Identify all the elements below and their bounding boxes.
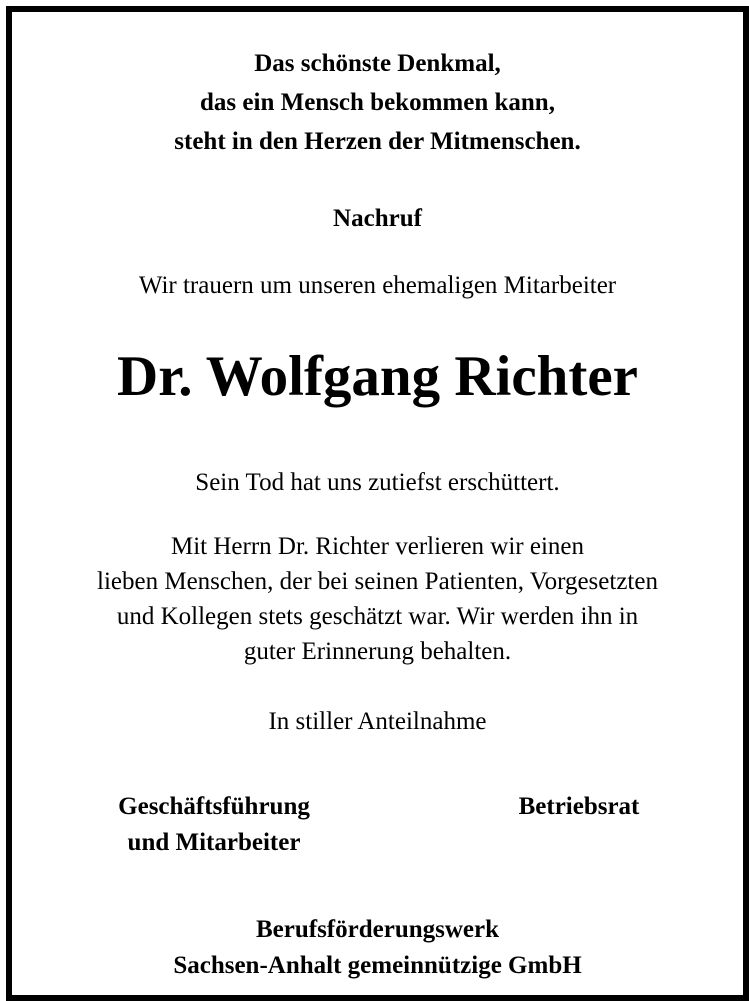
tribute-line-3: und Kollegen stets geschätzt war. Wir werden ihn in xyxy=(116,603,639,630)
deceased-name: Dr. Wolfgang Richter xyxy=(117,345,638,408)
obituary-heading: Nachruf xyxy=(333,205,422,232)
tribute-line-4: guter Erinnerung behalten. xyxy=(243,638,512,665)
sympathy-line: In stiller Anteilnahme xyxy=(268,708,487,735)
organization-line-2: Sachsen-Anhalt gemeinnützige GmbH xyxy=(173,952,582,979)
intro-text: Wir trauern um unseren ehemaligen Mitarbeiter xyxy=(138,272,617,299)
signatory-management-line-1: Geschäftsführung xyxy=(118,793,310,820)
tribute-paragraph xyxy=(24,529,731,669)
condolence-line: Sein Tod hat uns zutiefst erschüttert. xyxy=(195,469,560,496)
motto-quote xyxy=(24,44,731,161)
motto-line-2: das ein Mensch bekommen kann, xyxy=(200,89,555,116)
obituary-content xyxy=(24,24,731,983)
tribute-line-2: lieben Menschen, der bei seinen Patienten, Vorgesetzten xyxy=(97,568,658,595)
organization-line-1: Berufsförderungswerk xyxy=(255,916,500,943)
organization-name xyxy=(24,912,731,984)
signatory-management-line-2: und Mitarbeiter xyxy=(127,829,301,856)
motto-line-1: Das schönste Denkmal, xyxy=(254,50,501,77)
signatory-management xyxy=(74,789,354,861)
motto-line-3: steht in den Herzen der Mitmenschen. xyxy=(174,128,581,155)
obituary-border xyxy=(6,6,749,1001)
signatory-works-council: Betriebsrat xyxy=(518,793,640,820)
tribute-line-1: Mit Herrn Dr. Richter verlieren wir einen xyxy=(170,533,585,560)
